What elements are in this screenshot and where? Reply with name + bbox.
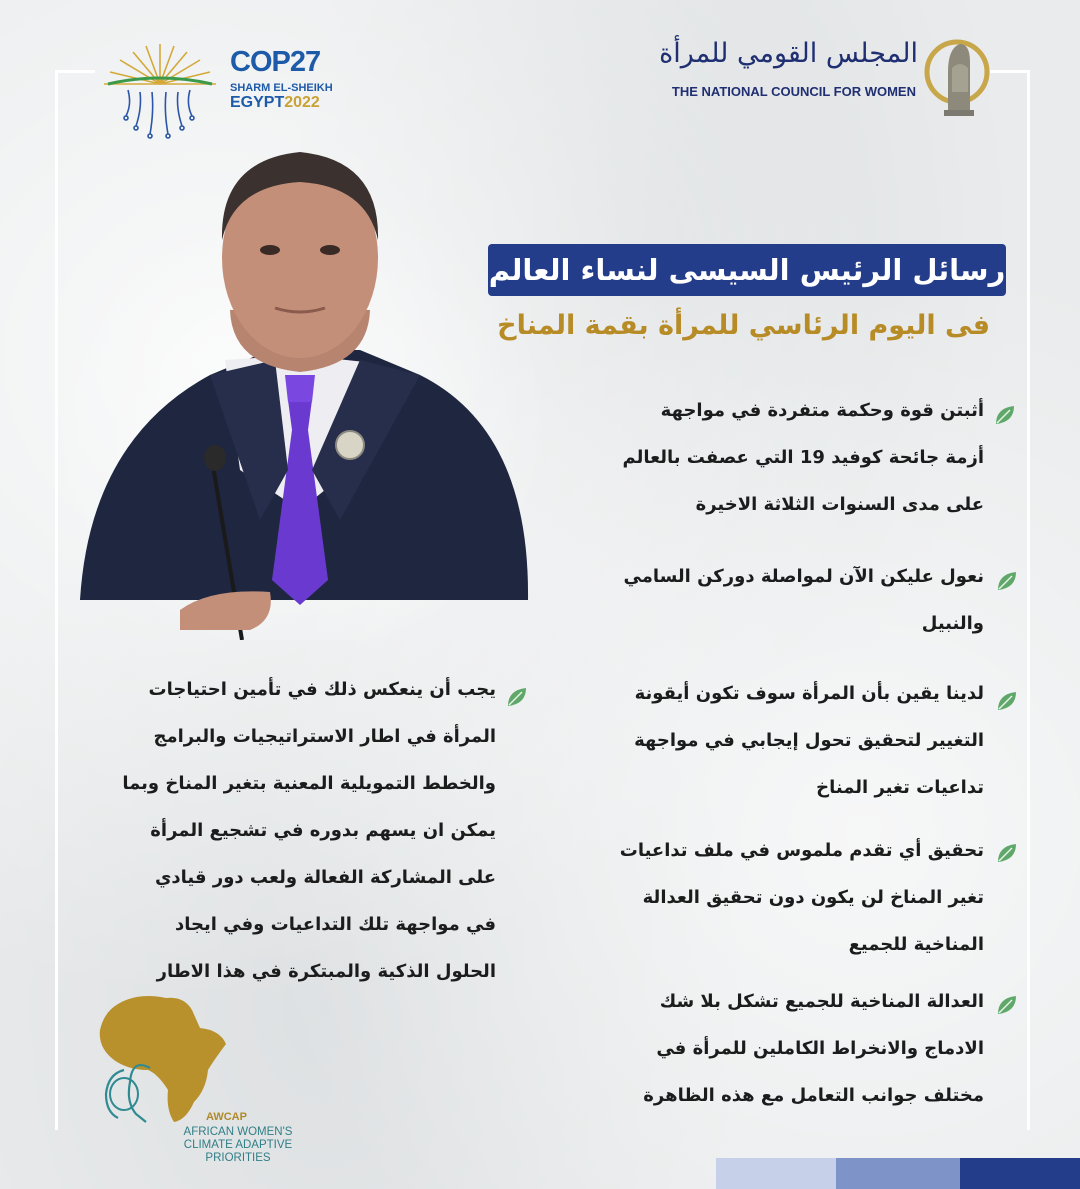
right-bullet-4-line-3: المناخية للجميع — [848, 934, 984, 955]
leaf-icon — [506, 686, 528, 708]
right-bullet-3-line-3: تداعيات تغير المناخ — [816, 777, 984, 798]
leaf-icon — [996, 994, 1018, 1016]
left-bullet-line-7: الحلول الذكية والمبتكرة في هذا الاطار — [156, 961, 496, 982]
cop27-year: 2022 — [284, 94, 320, 111]
right-bullet-4-line-1: تحقيق أي تقدم ملموس في ملف تداعيات — [619, 840, 984, 861]
page-title: رسائل الرئيس السيسى لنساء العالم — [488, 253, 1006, 287]
cop27-location: SHARM EL-SHEIKH — [230, 82, 333, 94]
left-bullet-line-3: والخطط التمويلية المعنية بتغير المناخ وبما — [122, 773, 496, 794]
right-bullet-2 — [556, 553, 984, 647]
frame-line-right — [1027, 70, 1030, 1130]
ncw-arabic-name: المجلس القومي للمرأة — [659, 38, 918, 69]
left-bullet-line-5: على المشاركة الفعالة ولعب دور قيادي — [154, 867, 496, 888]
footer-stripe-2 — [836, 1158, 960, 1189]
right-bullet-4-line-2: تغير المناخ لن يكون دون تحقيق العدالة — [642, 887, 984, 908]
right-bullet-2-line-2: والنبيل — [921, 613, 984, 634]
cop27-country: EGYPT — [230, 94, 285, 111]
right-bullet-3 — [556, 670, 984, 811]
right-bullet-5-line-3: مختلف جوانب التعامل مع هذه الظاهرة — [643, 1085, 984, 1106]
ncw-emblem-icon — [924, 32, 990, 118]
awcap-logo — [88, 990, 308, 1180]
cop27-country-year — [230, 94, 320, 112]
awcap-line-3: PRIORITIES — [205, 1152, 271, 1164]
frame-line-top-right — [990, 70, 1030, 73]
right-bullet-5 — [556, 978, 984, 1119]
right-bullet-1 — [556, 387, 984, 528]
right-bullet-1-line-2: أزمة جائحة كوفيد 19 التي عصفت بالعالم — [622, 447, 984, 468]
leaf-icon — [996, 842, 1018, 864]
leaf-icon — [996, 690, 1018, 712]
left-bullet-line-2: المرأة في اطار الاستراتيجيات والبرامج — [153, 726, 496, 747]
title-banner — [488, 244, 1006, 296]
ncw-logo — [640, 32, 990, 122]
portrait-image — [60, 140, 540, 640]
right-bullet-3-line-1: لدينا يقين بأن المرأة سوف تكون أيقونة — [634, 683, 984, 704]
awcap-line-2: CLIMATE ADAPTIVE — [183, 1139, 293, 1151]
right-bullet-4 — [556, 827, 984, 968]
right-bullet-1-line-1: أثبتن قوة وحكمة متفردة في مواجهة — [660, 400, 984, 421]
awcap-name: AWCAP — [206, 1111, 247, 1123]
awcap-full-name — [168, 1126, 308, 1165]
footer-stripe-3 — [960, 1158, 1080, 1189]
page-subtitle: فى اليوم الرئاسي للمرأة بقمة المناخ — [497, 310, 990, 341]
left-bullet — [68, 666, 496, 995]
frame-line-top — [55, 70, 95, 73]
footer-stripe-1 — [716, 1158, 836, 1189]
right-bullet-3-line-2: التغيير لتحقيق تحول إيجابي في مواجهة — [634, 730, 984, 751]
leaf-icon — [996, 570, 1018, 592]
cop27-title: COP27 — [230, 46, 321, 78]
sun-rays-icon — [98, 42, 223, 142]
awcap-line-1: AFRICAN WOMEN'S — [183, 1126, 293, 1138]
left-bullet-line-6: في مواجهة تلك التداعيات وفي ايجاد — [175, 914, 496, 935]
right-bullet-5-line-1: العدالة المناخية للجميع تشكل بلا شك — [659, 991, 984, 1012]
left-bullet-line-4: يمكن ان يسهم بدوره في تشجيع المرأة — [150, 820, 496, 841]
left-bullet-line-1: يجب أن ينعكس ذلك في تأمين احتياجات — [148, 679, 496, 700]
right-bullet-2-line-1: نعول عليكن الآن لمواصلة دوركن السامي — [623, 566, 984, 587]
frame-line-left — [55, 70, 58, 1130]
right-bullet-1-line-3: على مدى السنوات الثلاثة الاخيرة — [695, 494, 984, 515]
leaf-icon — [994, 404, 1016, 426]
cop27-logo — [98, 42, 348, 142]
right-bullet-5-line-2: الادماج والانخراط الكاملين للمرأة في — [656, 1038, 984, 1059]
africa-map-icon — [88, 990, 238, 1130]
ncw-english-name: THE NATIONAL COUNCIL FOR WOMEN — [671, 84, 916, 99]
